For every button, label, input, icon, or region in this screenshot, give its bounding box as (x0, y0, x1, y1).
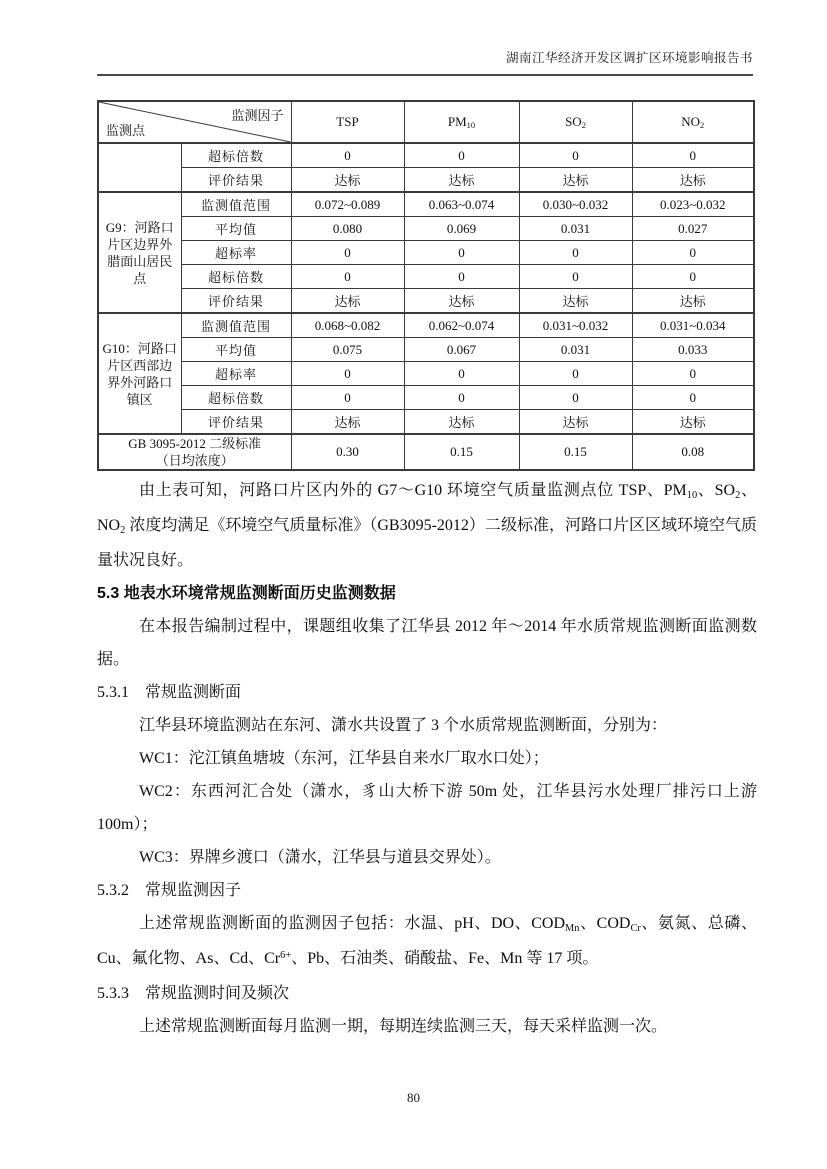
subscript-text: Cr (630, 922, 641, 934)
text-run: WC1：沱江镇鱼塘坡（东河，江华县自来水厂取水口处）； (139, 750, 549, 767)
row-label-cell: 超标倍数 (181, 386, 291, 410)
value-cell: 0 (291, 143, 404, 168)
text-run: TSP (336, 114, 359, 129)
value-cell: 0.063~0.074 (404, 192, 519, 217)
value-cell: 0 (404, 386, 519, 410)
row-label-cell: 评价结果 (181, 410, 291, 435)
row-label-cell: 平均值 (181, 217, 291, 241)
text-run: 、COD (579, 915, 631, 932)
value-cell: 0.068~0.082 (291, 313, 404, 338)
value-cell: 0 (291, 362, 404, 386)
value-cell: 0 (519, 386, 632, 410)
corner-label-monitoring-point: 监测点 (106, 123, 146, 138)
monitoring-point-cell (98, 143, 181, 192)
value-cell: 达标 (632, 168, 754, 193)
value-cell: 0 (632, 362, 754, 386)
text-run: 5.3.1 常规监测断面 (97, 684, 242, 701)
paragraph (97, 775, 757, 841)
table-corner-cell (98, 101, 291, 143)
value-cell: 达标 (632, 410, 754, 435)
value-cell: 0 (404, 362, 519, 386)
row-label-cell: 监测值范围 (181, 313, 291, 338)
standard-value-cell: 0.30 (291, 434, 404, 470)
row-label-cell: 平均值 (181, 338, 291, 362)
paragraph (97, 907, 757, 977)
value-cell: 0 (519, 362, 632, 386)
table-row (98, 386, 754, 410)
value-cell: 达标 (291, 168, 404, 193)
standard-label-cell (98, 434, 291, 470)
value-cell: 0.062~0.074 (404, 313, 519, 338)
table-row (98, 192, 754, 217)
subscript-text: 2 (120, 524, 126, 536)
text-run: WC2：东西河汇合处（潇水，豸山大桥下游 50m 处，江华县污水处理厂排污口上游 100m）； (97, 783, 757, 833)
value-cell: 0.031 (519, 338, 632, 362)
value-cell: 达标 (291, 289, 404, 314)
table-row (98, 241, 754, 265)
paragraph (97, 1010, 757, 1043)
text-run: SO (565, 114, 582, 129)
text-run: PM (447, 114, 467, 129)
row-label-cell: 超标倍数 (181, 143, 291, 168)
value-cell: 0.027 (632, 217, 754, 241)
value-cell: 达标 (632, 289, 754, 314)
paragraph (97, 742, 757, 775)
page-header-title: 湖南江华经济开发区调扩区环境影响报告书 (505, 51, 753, 65)
table-row (98, 338, 754, 362)
value-cell: 0 (632, 265, 754, 289)
value-cell: 0 (632, 386, 754, 410)
text-run: 浓度均满足《环境空气质量标准》（GB3095-2012）二级标准，河路口片区区域环境空气质量状况良好。 (97, 517, 757, 569)
value-cell: 达标 (404, 289, 519, 314)
value-cell: 0.072~0.089 (291, 192, 404, 217)
section-heading (97, 977, 757, 1010)
value-cell: 0.033 (632, 338, 754, 362)
text-run: 上述常规监测断面每月监测一期，每期连续监测三天，每天采样监测一次。 (139, 1018, 668, 1035)
table-row (98, 289, 754, 314)
table-row (98, 143, 754, 168)
text-run: 、氨氮、总磷、Cu、氟化物、As、Cd、Cr (97, 915, 757, 967)
section-heading (97, 676, 757, 709)
text-run: 5.3 地表水环境常规监测断面历史监测数据 (97, 585, 396, 602)
monitoring-point-cell: G9：河路口片区边界外腊面山居民点 (98, 192, 181, 313)
value-cell: 0 (519, 241, 632, 265)
section-heading (97, 874, 757, 907)
value-cell: 0 (291, 265, 404, 289)
subscript-text: 2 (581, 120, 586, 131)
standard-value-cell: 0.08 (632, 434, 754, 470)
value-cell: 0.031~0.032 (519, 313, 632, 338)
monitoring-point-cell: G10：河路口片区西部边界外河路口镇区 (98, 313, 181, 434)
value-cell: 0.069 (404, 217, 519, 241)
text-run: 、NO (97, 482, 757, 534)
value-cell: 0.031~0.034 (632, 313, 754, 338)
standard-label-line: GB 3095-2012 二级标准 (128, 436, 262, 451)
header-rule (97, 74, 753, 76)
text-run: WC3：界牌乡渡口（潇水，江华县与道县交界处）。 (139, 849, 501, 866)
value-cell: 0 (404, 143, 519, 168)
text-run: 在本报告编制过程中，课题组收集了江华县 2012 年～2014 年水质常规监测断面监测数据。 (97, 618, 757, 668)
value-cell: 0 (404, 265, 519, 289)
page-number: 80 (407, 1090, 420, 1105)
subscript-text: 10 (686, 489, 698, 501)
standard-row (98, 434, 754, 470)
value-cell: 0.031 (519, 217, 632, 241)
table-row (98, 168, 754, 193)
ambient-air-monitoring-table (97, 100, 755, 471)
subscript-text: 10 (466, 120, 476, 131)
value-cell: 0 (632, 241, 754, 265)
paragraph (97, 841, 757, 874)
standard-value-cell: 0.15 (404, 434, 519, 470)
value-cell: 达标 (404, 168, 519, 193)
value-cell: 0.030~0.032 (519, 192, 632, 217)
text-run: 、SO (697, 482, 736, 499)
subscript-text: 2 (700, 120, 705, 131)
standard-label-line: （日均浓度） (155, 453, 234, 468)
value-cell: 0 (519, 265, 632, 289)
standard-value-cell: 0.15 (519, 434, 632, 470)
text-run: 上述常规监测断面的监测因子包括：水温、pH、DO、COD (139, 915, 566, 932)
table-row (98, 313, 754, 338)
value-cell: 0 (291, 241, 404, 265)
table-row (98, 265, 754, 289)
subscript-text: Mn (565, 922, 580, 934)
column-header-no2 (632, 101, 754, 143)
corner-label-monitoring-factor: 监测因子 (231, 108, 284, 123)
value-cell: 达标 (519, 289, 632, 314)
row-label-cell: 评价结果 (181, 289, 291, 314)
row-label-cell: 超标率 (181, 362, 291, 386)
value-cell: 达标 (519, 168, 632, 193)
row-label-cell: 超标倍数 (181, 265, 291, 289)
section-heading (97, 577, 757, 610)
table-header-row (98, 101, 754, 143)
value-cell: 0.023~0.032 (632, 192, 754, 217)
table-row (98, 410, 754, 435)
text-run: 由上表可知，河路口片区内外的 G7～G10 环境空气质量监测点位 TSP、PM (139, 482, 687, 499)
column-header-so2 (519, 101, 632, 143)
value-cell: 达标 (404, 410, 519, 435)
text-run: NO (681, 114, 701, 129)
text-run: 5.3.3 常规监测时间及频次 (97, 985, 290, 1002)
row-label-cell: 监测值范围 (181, 192, 291, 217)
paragraph (97, 610, 757, 676)
column-header-pm10 (404, 101, 519, 143)
table-row (98, 362, 754, 386)
value-cell: 0 (632, 143, 754, 168)
value-cell: 达标 (291, 410, 404, 435)
value-cell: 0 (291, 386, 404, 410)
column-header-tsp (291, 101, 404, 143)
row-label-cell: 超标率 (181, 241, 291, 265)
text-run: 5.3.2 常规监测因子 (97, 882, 242, 899)
paragraph (97, 709, 757, 742)
value-cell: 0.075 (291, 338, 404, 362)
value-cell: 0.067 (404, 338, 519, 362)
paragraph (97, 474, 757, 577)
subscript-text: 2 (735, 489, 741, 501)
superscript-text: 6+ (280, 950, 292, 962)
value-cell: 0.080 (291, 217, 404, 241)
value-cell: 达标 (519, 410, 632, 435)
value-cell: 0 (404, 241, 519, 265)
value-cell: 0 (519, 143, 632, 168)
row-label-cell: 评价结果 (181, 168, 291, 193)
document-body (97, 474, 757, 1043)
text-run: 、Pb、石油类、硝酸盐、Fe、Mn 等 17 项。 (291, 950, 599, 967)
text-run: 江华县环境监测站在东河、潇水共设置了 3 个水质常规监测断面，分别为： (139, 717, 668, 734)
table-row (98, 217, 754, 241)
